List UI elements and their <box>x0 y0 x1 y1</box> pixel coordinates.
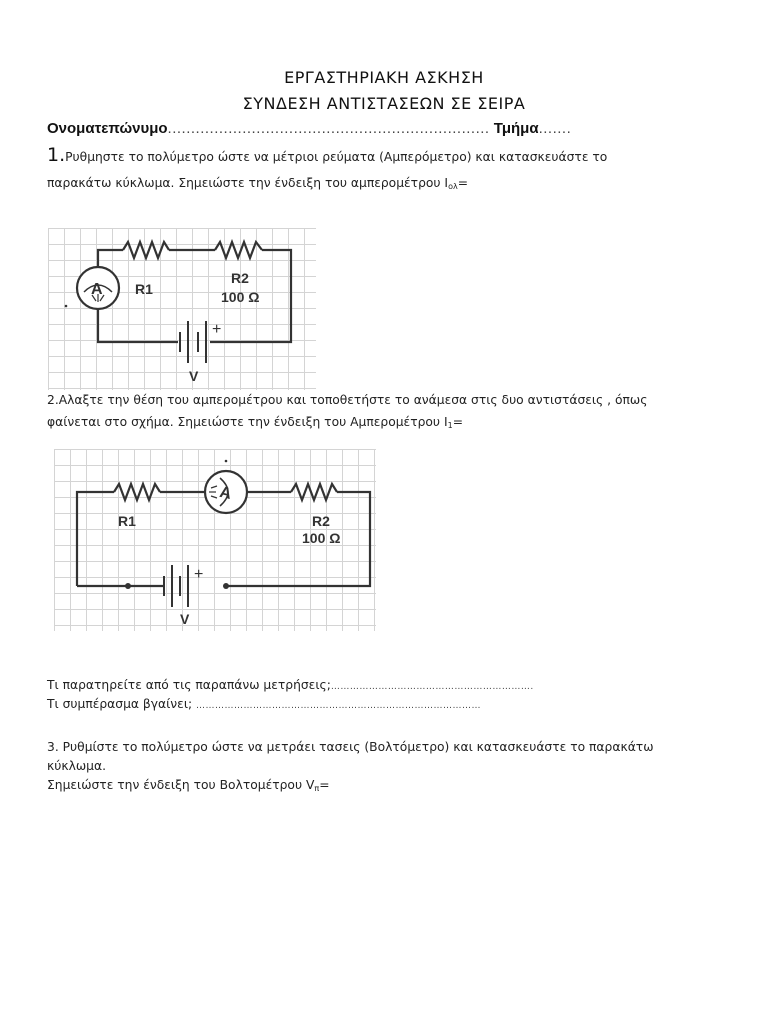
conclusion-line <box>47 693 481 717</box>
q3-text-line3: Σημειώστε την ένδειξη του Βολτομέτρου V <box>47 778 315 792</box>
circuit-2-svg <box>54 449 376 631</box>
ammeter-label: A <box>218 483 233 503</box>
q1-equals: = <box>457 176 469 190</box>
q2-equals: = <box>452 415 463 429</box>
name-label: Ονοματεπώνυμο <box>47 120 168 137</box>
circuit-1-diagram <box>48 228 316 390</box>
conclusion-blank: ……………………………………………………………………………… <box>196 701 482 711</box>
name-blank: ..................................................................... <box>167 120 490 137</box>
class-label: Τμήμα <box>493 120 539 137</box>
ammeter-label: A <box>91 281 103 298</box>
conclusion-question: Τι συμπέρασμα βγαίνει; <box>47 697 197 711</box>
student-info-line <box>47 120 571 137</box>
q3-equals: = <box>319 778 330 792</box>
r2-label: R2 <box>231 270 249 286</box>
q1-text-line2: παρακάτω κύκλωμα. Σημειώστε την ένδειξη του αμπερομέτρου I <box>47 176 449 190</box>
worksheet-title: ΕΡΓΑΣΤΗΡΙΑΚΗ ΑΣΚΗΣΗ <box>284 68 484 87</box>
q2-line1: 2.Αλαξτε την θέση του αμπερομέτρου και τοποθετήστε το ανάμεσα στις δυο αντιστάσεις , όπως <box>47 393 648 407</box>
q2-line2 <box>47 411 463 437</box>
class-blank: ....... <box>538 120 572 137</box>
r2-value: 100 Ω <box>302 530 341 546</box>
q2-text-line2: φαίνεται στο σχήμα. Σημειώστε την ένδειξη του Αμπερομέτρου I <box>47 415 448 429</box>
circuit-2-diagram <box>54 449 376 631</box>
battery-plus: + <box>212 321 222 338</box>
resistor-r2-symbol <box>291 484 337 500</box>
q1-subscript: ολ <box>448 182 458 191</box>
q2-subscript: 1 <box>447 421 453 430</box>
q3-line1: 3. Ρυθμίστε το πολύμετρο ώστε να μετράει τασεις (Βολτόμετρο) και κατασκευάστε το παρακάτω <box>47 740 654 754</box>
battery-symbol <box>180 321 206 363</box>
resistor-r1-symbol <box>123 242 169 258</box>
q3-subscript: π <box>314 784 320 793</box>
q1-number: 1. <box>47 144 66 166</box>
wire <box>98 250 123 268</box>
q1-line1 <box>47 144 607 168</box>
observation-question: Τι παρατηρείτε από τις παραπάνω μετρήσεις; <box>47 678 331 692</box>
worksheet-subtitle: ΣΥΝΔΕΣΗ ΑΝΤΙΣΤΑΣΕΩΝ ΣΕ ΣΕΙΡΑ <box>242 94 526 113</box>
circuit-1-svg <box>48 228 316 390</box>
observation-blank: ………………………………………………………. <box>330 682 534 692</box>
battery-label: V <box>180 611 190 627</box>
battery-label: V <box>189 368 199 384</box>
battery-symbol <box>164 565 188 607</box>
battery-plus: + <box>194 566 204 583</box>
resistor-r1-symbol <box>114 484 160 500</box>
r1-label: R1 <box>135 281 153 297</box>
q1-text-line1: Ρυθμηστε το πολύμετρο ώστε να μέτριοι ρεύματα (Αμπερόμετρο) και κατασκευάστε το <box>65 150 608 164</box>
r1-label: R1 <box>118 513 136 529</box>
resistor-r2-symbol <box>215 242 262 258</box>
r2-value: 100 Ω <box>221 289 260 305</box>
r2-label: R2 <box>312 513 330 529</box>
q3-line2: κύκλωμα. <box>47 759 107 773</box>
q1-line2 <box>47 172 468 198</box>
q3-line3 <box>47 774 330 800</box>
